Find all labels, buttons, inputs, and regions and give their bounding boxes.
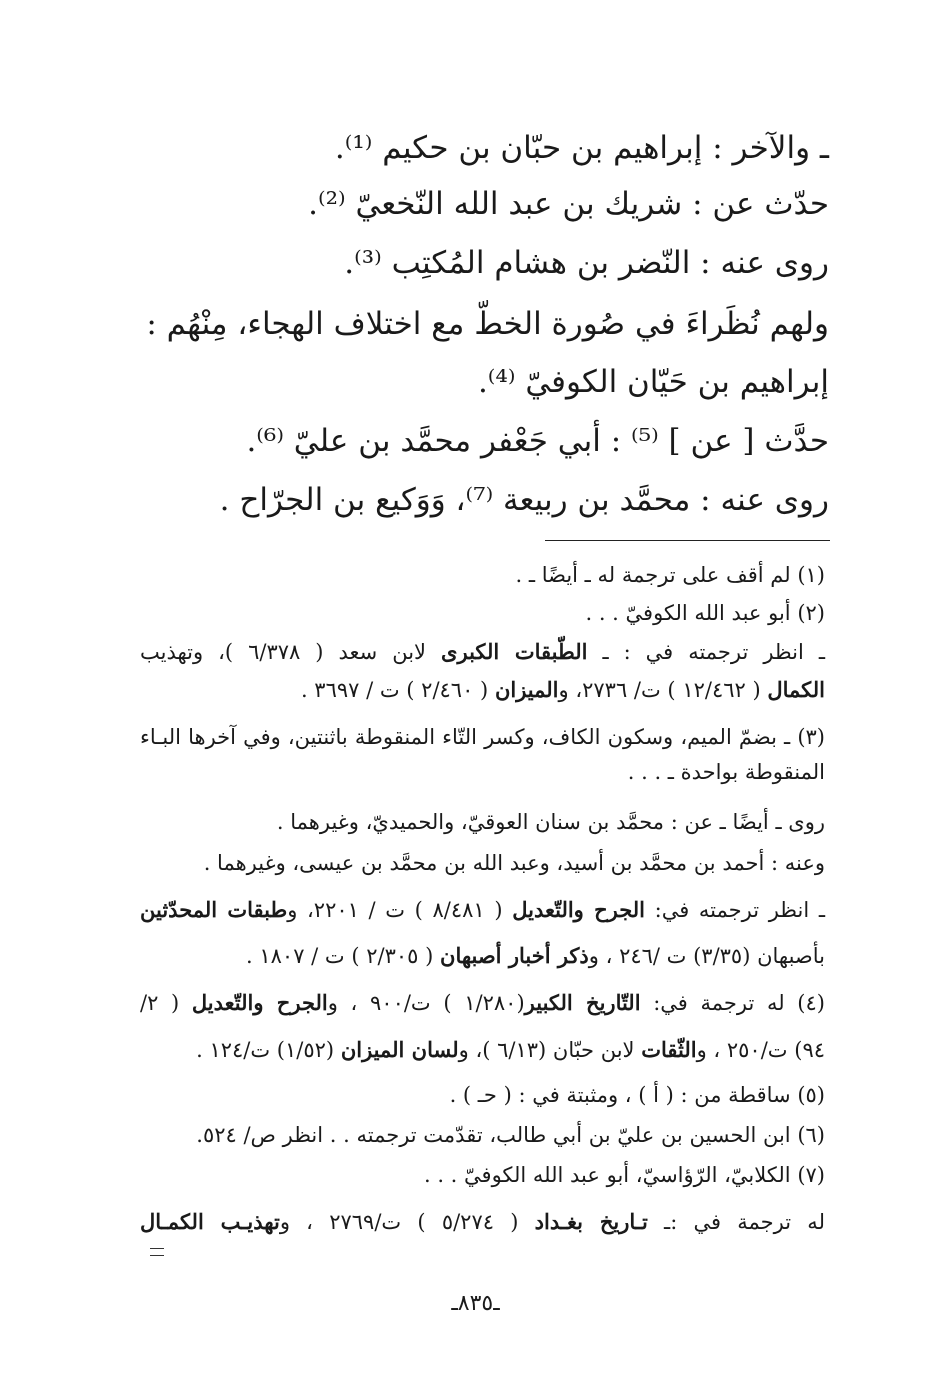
ref-book-title: الجرح والتّعديل xyxy=(191,990,328,1015)
ref-text: ( ٥/٢٧٤ ) ت/٢٧٦٩ ، و xyxy=(279,1210,519,1234)
ref-book-title: الكمال xyxy=(767,677,825,702)
main-line-7: روى عنه : محمَّد بن ربيعة ⁽⁷⁾، وَوَكيع بن الجرّاح . xyxy=(219,482,829,518)
ref-text: بأصبهان (٣/٣٥) ت /٢٤٦ ، و xyxy=(588,944,825,968)
ref-book-title: ذكر أخبار أصبهان xyxy=(440,943,589,968)
ref-book-title: طبقات المحدّثين xyxy=(140,897,288,922)
footnote-4-line-1 xyxy=(140,988,825,1018)
footnote-5: (٥) ساقطة من : ( أ ) ، ومثبتة في : ( حـ ) . xyxy=(449,1083,825,1107)
ref-book-title: لسان الميزان xyxy=(340,1037,459,1062)
page-number: ـ٨٣٥ـ xyxy=(451,1291,500,1316)
ref-book-title: الثّقات xyxy=(641,1037,697,1062)
ref-text: ( ٨/٤٨١ ) ت / ٢٢٠١، و xyxy=(287,898,503,922)
footnote-7-refs-line xyxy=(140,1207,825,1237)
footnote-6: (٦) ابن الحسين بن عليّ بن أبي طالب، تقدّمت ترجمته . . انظر ص/ ٥٢٤. xyxy=(196,1123,825,1147)
ref-book-title: تـاريخ بغـداد xyxy=(534,1209,648,1234)
footnote-3-refs-line-2 xyxy=(246,941,825,971)
main-line-6: حدَّث [ عن ] ⁽⁵⁾ : أبي جَعْفر محمَّد بن عليّ ⁽⁶⁾. xyxy=(246,423,829,459)
footnote-3-line-1: (٣) ـ بضمّ الميم، وسكون الكاف، وكسر التّاء المنقوطة باثنتين، وفي آخرها البـاء xyxy=(140,725,825,749)
ref-book-title: التّاريخ الكبير xyxy=(524,990,641,1015)
footnote-2-refs-line-2 xyxy=(301,675,825,705)
footnote-2: (٢) أبو عبد الله الكوفيّ . . . xyxy=(585,601,825,625)
ref-text: (١/٢٨٠ ) ت/٩٠٠ ، و xyxy=(327,991,525,1015)
footnote-2-refs-line-1 xyxy=(140,637,825,667)
ref-book-title: الطّبقات الكبرى xyxy=(441,639,588,664)
main-line-3: روى عنه : النّضر بن هشام المُكتِب ⁽³⁾. xyxy=(344,245,829,281)
main-line-1: ـ والآخر : إبراهيم بن حبّان بن حكيم ⁽¹⁾. xyxy=(334,130,829,166)
footnote-3-line-3: روى ـ أيضًا ـ عن : محمَّد بن سنان العوقيّ، والحميديّ، وغيرهما . xyxy=(276,810,825,834)
main-line-2: حدّث عن : شريك بن عبد الله النّخعيّ ⁽²⁾. xyxy=(308,186,829,222)
footnote-1: (١) لم أقف على ترجمة له ـ أيضًا ـ . xyxy=(515,563,825,587)
footnote-3-refs-line-1 xyxy=(140,895,825,925)
footnote-divider xyxy=(545,540,830,541)
main-line-4: ولهم نُظَراءَ في صُورة الخطّ مع اختلاف الهجاء، مِنْهُم : xyxy=(146,306,829,342)
footnote-3-line-2: المنقوطة بواحدة ـ . . . xyxy=(627,760,825,784)
ref-text: لابن سعد ( ٦/٣٧٨ )، وتهذيب xyxy=(140,640,427,664)
footnote-7: (٧) الكلابيّ، الرّؤاسيّ، أبو عبد الله الكوفيّ . . . xyxy=(423,1163,825,1187)
ref-text: (١/٥٢) ت/١٢٤ . xyxy=(196,1038,335,1062)
ref-text: ـ انظر ترجمته في: xyxy=(654,898,825,922)
ref-text: ( ٢/٣٠٥ ) ت / ١٨٠٧ . xyxy=(246,944,434,968)
ref-text: ( ٢/٤٦٠ ) ت / ٣٦٩٧ . xyxy=(300,678,489,702)
continuation-mark xyxy=(150,1248,164,1256)
ref-book-title: الميزان xyxy=(494,677,559,702)
main-line-5: إبراهيم بن حَيّان الكوفيّ ⁽⁴⁾. xyxy=(477,364,829,400)
ref-book-title: تهذيـب الكمـال xyxy=(140,1209,280,1234)
ref-text: له ترجمة في :ـ xyxy=(664,1210,825,1234)
ref-text: (٤) له ترجمة في: xyxy=(653,991,825,1015)
ref-book-title: الجرح والتّعديل xyxy=(512,897,646,922)
ref-text: ـ انظر ترجمته في : ـ xyxy=(602,640,825,664)
ref-text: ( ١٢/٤٦٢ ) ت/ ٢٧٣٦، و xyxy=(558,678,761,702)
ref-text: ( ٢/ xyxy=(140,991,180,1015)
ref-text: ٩٤) ت/٢٥٠ ، و xyxy=(696,1038,825,1062)
footnote-3-line-4: وعنه : أحمد بن محمَّد بن أسيد، وعبد الله بن محمَّد بن عيسى، وغيرهما . xyxy=(203,851,825,875)
ref-text: لابن حبّان (٦/١٣ )، و xyxy=(458,1038,635,1062)
footnote-4-line-2 xyxy=(196,1035,825,1065)
